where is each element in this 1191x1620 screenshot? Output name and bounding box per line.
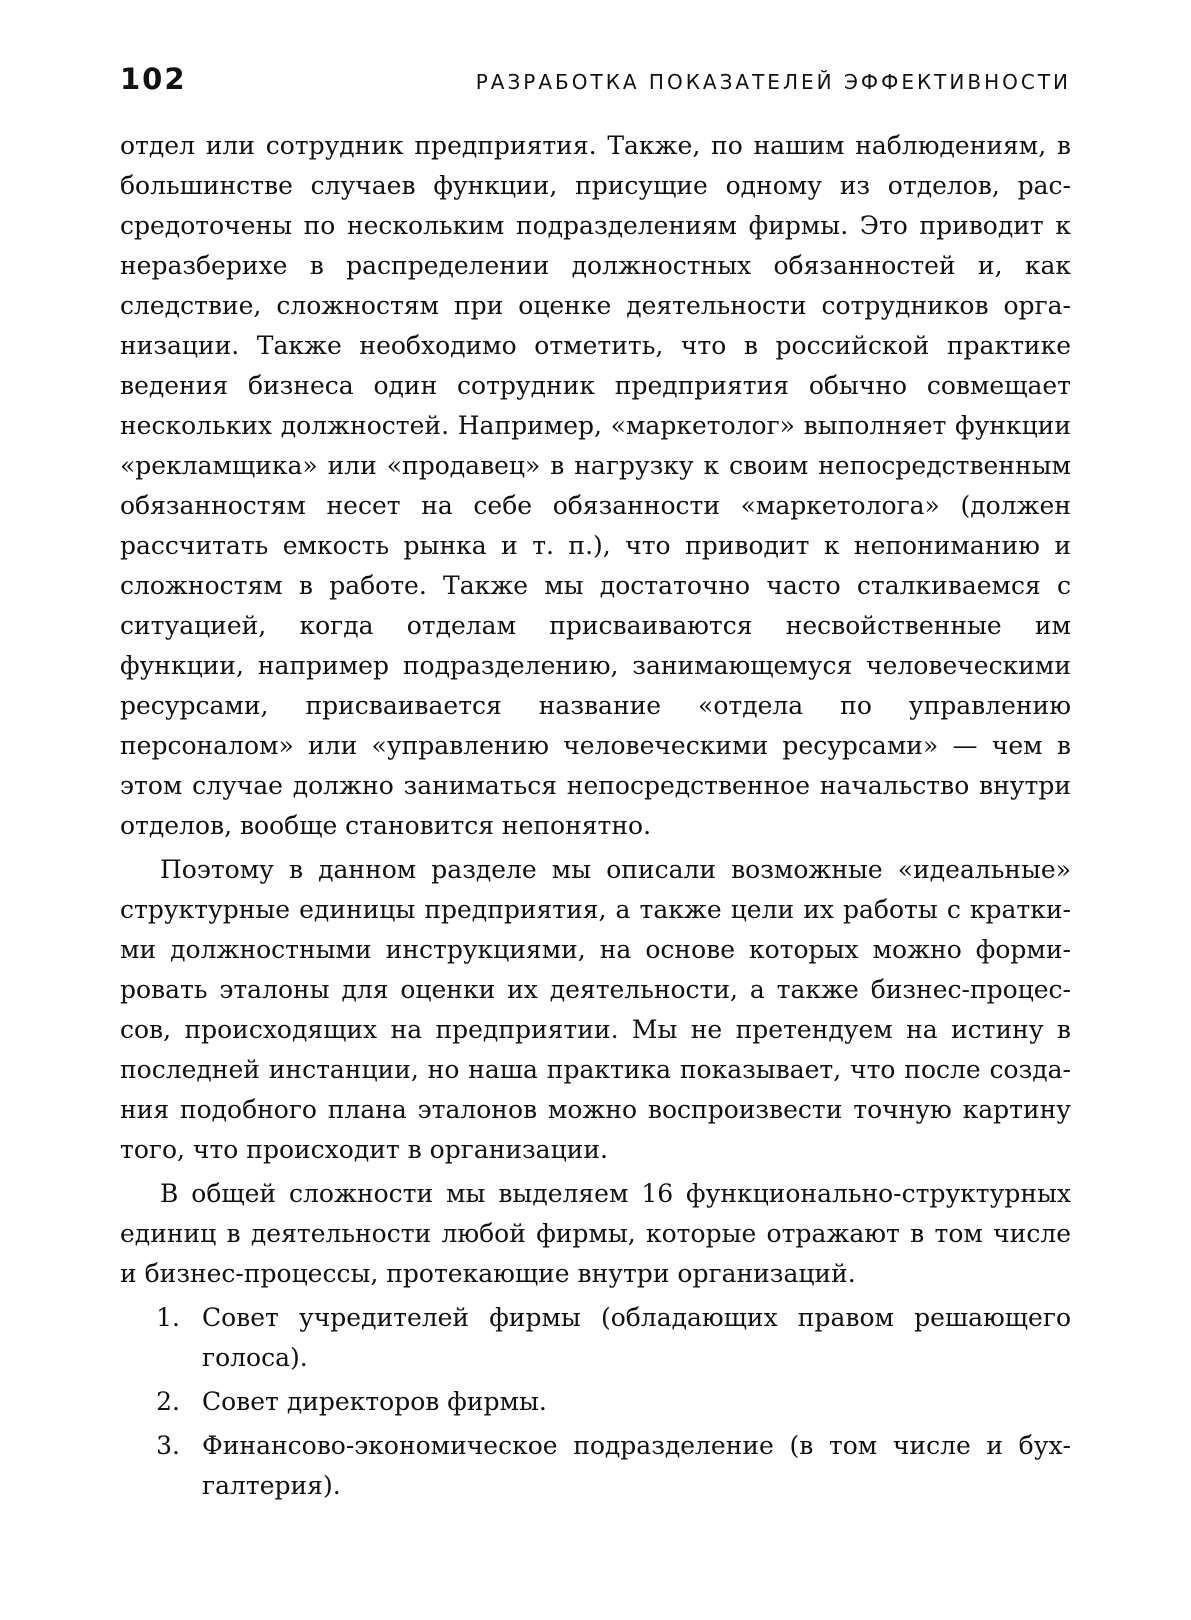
list-item-text: Совет учредителей фирмы (обладающих правом решающего голоса). [202, 1303, 1071, 1372]
list-item-text: Совет директоров фирмы. [202, 1387, 547, 1416]
list-item-number: 3. [156, 1431, 180, 1460]
list-item [120, 1382, 1071, 1422]
running-header [120, 62, 1071, 102]
page-number: 102 [120, 62, 187, 96]
body-text [120, 126, 1071, 1510]
paragraph: В общей сложности мы выделяем 16 функционально-структурных единиц в деятельности любой фирмы, которые отражают в том числе и бизнес-процессы, протекающие внутри организаций. [120, 1179, 1071, 1288]
paragraph: Поэтому в данном разделе мы описали возможные «идеальные» структурные единицы предприятия, а также цели их работы с краткими должностными инструкциями, на основе которых можно формировать эталоны для оценки их деятельности, а также бизнес-процессов, происходящих на предприятии. Мы не претендуем на истину в последней инстанции, но наша практика показывает, что после создания подобного плана эталонов можно воспроизвести точную картину того, что происходит в организации. [120, 855, 1071, 1164]
list-item [120, 1426, 1071, 1506]
list-item-text: Финансово-экономическое подразделение (в том числе и бухгалтерия). [202, 1431, 1071, 1500]
list-item-number: 2. [156, 1387, 180, 1416]
list-item-number: 1. [156, 1303, 180, 1332]
chapter-title: РАЗРАБОТКА ПОКАЗАТЕЛЕЙ ЭФФЕКТИВНОСТИ [475, 70, 1071, 94]
list-item [120, 1298, 1071, 1378]
paragraph-continuation: отдел или сотрудник предприятия. Также, по нашим наблюдениям, в большинстве случаев функции, присущие одному из отделов, рассредоточены по нескольким подразделениям фирмы. Это приводит к неразберихе в распределении должностных обязанностей и, как следствие, сложностям при оценке деятельности сотрудников организации. Также необходимо отметить, что в российской практике ведения бизнеса один сотрудник предприятия обычно совмещает нескольких должностей. Например, «маркетолог» выполняет функции «рекламщика» или «продавец» в нагрузку к своим непосредственным обязанностям несет на себе обязанности «маркетолога» (должен рассчитать емкость рынка и т. п.), что приводит к непониманию и сложностям в работе. Также мы достаточно часто сталкиваемся с ситуацией, когда отделам присваиваются несвойственные им функции, например подразделению, занимающемуся человеческими ресурсами, присваивается название «отдела по управлению персоналом» или «управлению человеческими ресурсами» — чем в этом случае должно заниматься непосредственное начальство внутри отделов, вообще становится непонятно. [120, 131, 1071, 840]
numbered-list [120, 1298, 1071, 1506]
